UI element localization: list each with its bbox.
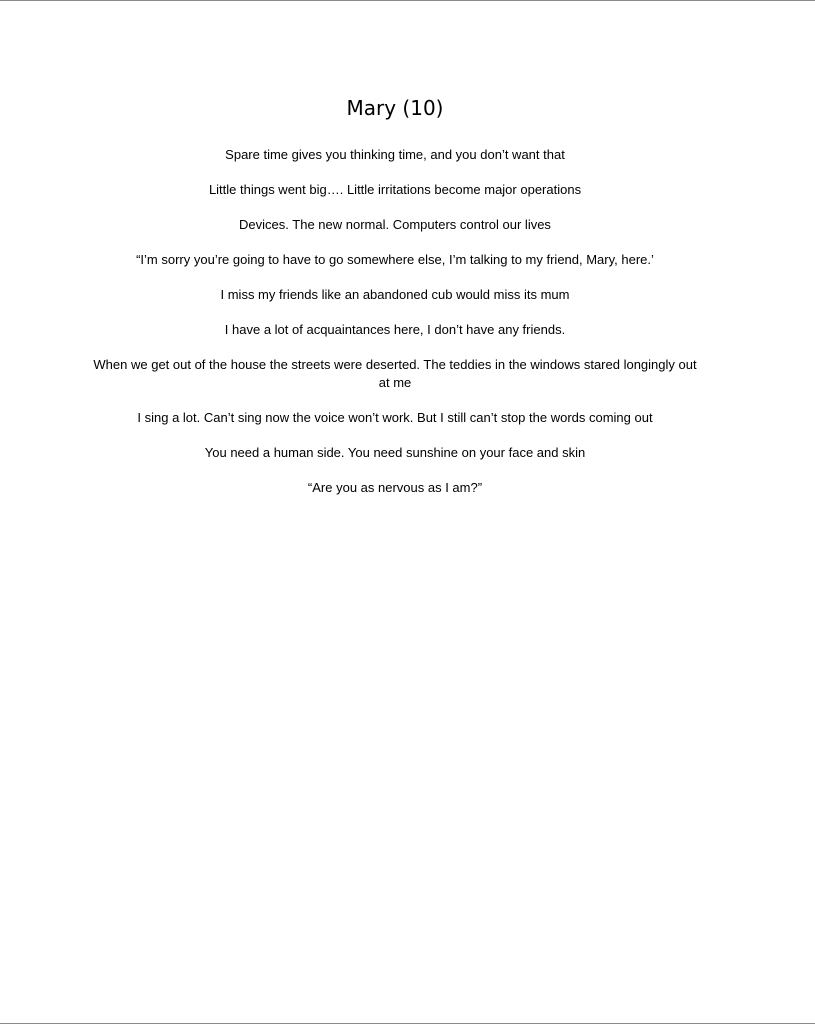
quote-line: I sing a lot. Can’t sing now the voice won’t work. But I still can’t stop the words coming out	[137, 410, 653, 425]
quote-line: When we get out of the house the streets were deserted. The teddies in the windows stared longingly out at me	[93, 357, 697, 390]
quote-list	[90, 146, 700, 514]
page-title: Mary (10)	[346, 96, 444, 120]
quote-line: Devices. The new normal. Computers control our lives	[239, 217, 551, 232]
quote-line: “I’m sorry you’re going to have to go somewhere else, I’m talking to my friend, Mary, here.’	[136, 252, 654, 267]
quote-line: You need a human side. You need sunshine on your face and skin	[204, 445, 586, 460]
quote-line: I miss my friends like an abandoned cub would miss its mum	[220, 287, 570, 302]
quote-line: “Are you as nervous as I am?”	[307, 480, 483, 495]
quote-line: Spare time gives you thinking time, and you don’t want that	[225, 147, 565, 162]
quote-line: I have a lot of acquaintances here, I don’t have any friends.	[224, 322, 566, 337]
quote-line: Little things went big…. Little irritations become major operations	[208, 182, 582, 197]
